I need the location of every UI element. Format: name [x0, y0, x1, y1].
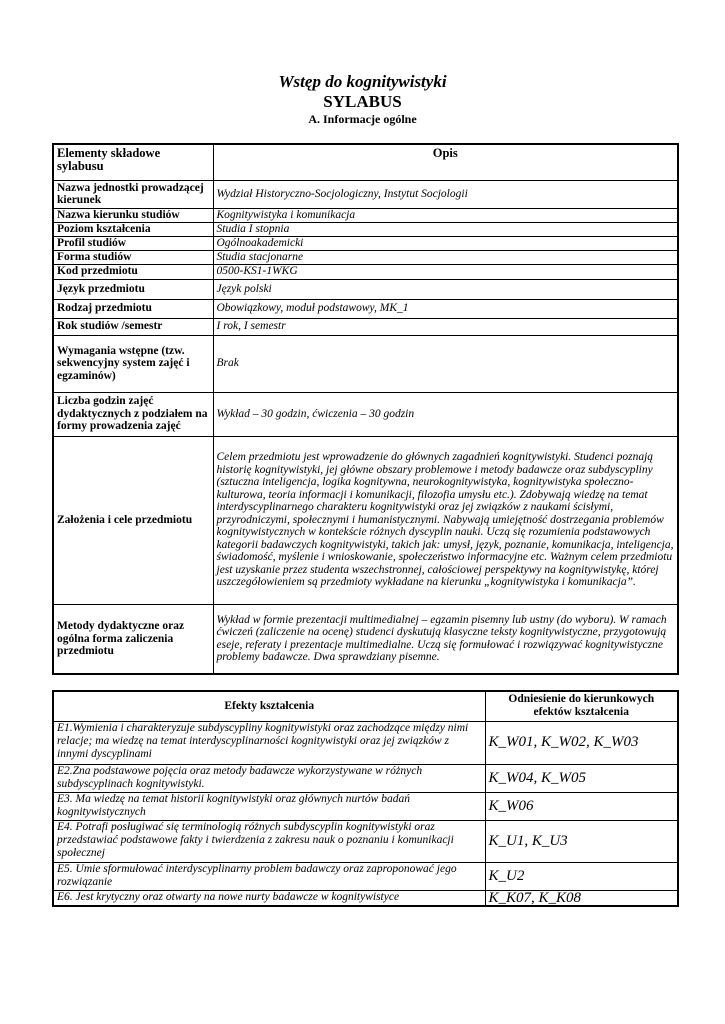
effect-references: K_U1, K_U3 — [485, 820, 678, 862]
table-header-row — [53, 144, 678, 180]
row-label: Wymagania wstępne (tzw. sekwencyjny system zajęć i egzaminów) — [53, 335, 213, 392]
row-label: Rodzaj przedmiotu — [53, 299, 213, 318]
row-value: Wykład – 30 godzin, ćwiczenia – 30 godzin — [213, 392, 678, 436]
column-header-references: Odniesienie do kierunkowych efektów kształcenia — [485, 691, 678, 721]
section-heading: A. Informacje ogólne — [308, 112, 417, 126]
effect-description: E2.Zna podstawowe pojęcia oraz metody badawcze wykorzystywane w różnych subdyscyplinach kognitywistyki. — [53, 764, 485, 792]
table-header-row — [53, 691, 678, 721]
effect-description: E3. Ma wiedzę na temat historii kognitywistyki oraz głównych nurtów badań kognitywistycznych — [53, 792, 485, 820]
table-row — [53, 208, 678, 222]
document-type: SYLABUS — [323, 92, 402, 111]
column-header-description: Opis — [213, 144, 678, 180]
row-label: Rok studiów /semestr — [53, 318, 213, 335]
table-row — [53, 222, 678, 236]
row-value: Brak — [213, 335, 678, 392]
table-row — [53, 862, 678, 890]
effect-references: K_W06 — [485, 792, 678, 820]
general-info-table — [52, 143, 679, 675]
row-value: 0500-KS1-1WKG — [213, 264, 678, 279]
row-value: Ogólnoakademicki — [213, 236, 678, 250]
table-row — [53, 890, 678, 906]
row-value: Język polski — [213, 279, 678, 299]
table-row — [53, 318, 678, 335]
effect-description: E5. Umie sformułować interdyscyplinarny problem badawczy oraz zaproponować jego rozwiązanie — [53, 862, 485, 890]
row-label: Liczba godzin zajęć dydaktycznych z podziałem na formy prowadzenia zajęć — [53, 392, 213, 436]
row-value: Kognitywistyka i komunikacja — [213, 208, 678, 222]
course-title: Wstęp do kognitywistyki — [278, 72, 447, 91]
table-row — [53, 792, 678, 820]
effect-references: K_U2 — [485, 862, 678, 890]
row-label: Metody dydaktyczne oraz ogólna forma zaliczenia przedmiotu — [53, 604, 213, 674]
learning-outcomes-table — [52, 690, 679, 907]
effect-references: K_K07, K_K08 — [485, 890, 678, 906]
row-value: Studia I stopnia — [213, 222, 678, 236]
table-row — [53, 180, 678, 208]
effect-references: K_W04, K_W05 — [485, 764, 678, 792]
table-row — [53, 764, 678, 792]
row-label: Forma studiów — [53, 250, 213, 264]
effect-description: E4. Potrafi posługiwać się terminologią różnych subdyscyplin kognitywistyki oraz przedstawiać podstawowe fakty i twierdzenia z zakresu nauk o poznaniu i komunikacji społecznej — [53, 820, 485, 862]
column-header-effects: Efekty kształcenia — [53, 691, 485, 721]
column-header-elements: Elementy składowe sylabusu — [53, 144, 213, 180]
row-label: Nazwa jednostki prowadzącej kierunek — [53, 180, 213, 208]
table-row — [53, 250, 678, 264]
table-row — [53, 392, 678, 436]
table-row — [53, 299, 678, 318]
effect-description: E1.Wymienia i charakteryzuje subdyscypliny kognitywistyki oraz zachodzące między nimi relacje; ma wiedzę na temat interdyscyplinarności kognitywistyki oraz jej związków z innymi dyscyplinami — [53, 721, 485, 764]
table-row — [53, 335, 678, 392]
row-value: Wydział Historyczno-Socjologiczny, Instytut Socjologii — [213, 180, 678, 208]
row-label: Nazwa kierunku studiów — [53, 208, 213, 222]
table-row — [53, 721, 678, 764]
table-row — [53, 604, 678, 674]
row-value: Wykład w formie prezentacji multimedialnej – egzamin pisemny lub ustny (do wyboru). W ramach ćwiczeń (zaliczenie na ocenę) studenci dyskutują klasyczne teksty kognitywistyczne, przygotowują eseje, referaty i prezentacje multimedialne. Uczą się formułować i rozwiązywać kognitywistyczne problemy badawcze. Dwa sprawdziany pisemne. — [213, 604, 678, 674]
table-row — [53, 436, 678, 604]
row-value: Studia stacjonarne — [213, 250, 678, 264]
table-row — [53, 279, 678, 299]
effect-description: E6. Jest krytyczny oraz otwarty na nowe nurty badawcze w kognitywistyce — [53, 890, 485, 906]
effect-references: K_W01, K_W02, K_W03 — [485, 721, 678, 764]
row-value: Obowiązkowy, moduł podstawowy, MK_1 — [213, 299, 678, 318]
row-label: Poziom kształcenia — [53, 222, 213, 236]
table-row — [53, 820, 678, 862]
row-value: I rok, I semestr — [213, 318, 678, 335]
row-value: Celem przedmiotu jest wprowadzenie do głównych zagadnień kognitywistyki. Studenci poznają historię kognitywistyki, jej główne obszary problemowe i metody badawcze oraz subdyscypliny (sztuczna inteligencja, logika kognitywna, neurokognitywistyka, kognitywistyka społeczno-kulturowa, teoria informacji i komunikacji, filozofia umysłu etc.). Zdobywają wiedzę na temat interdyscyplinarnego charakteru kognitywistyki oraz jej związków z naukami ścisłymi, przyrodniczymi, społecznymi i humanistycznymi. Nabywają umiejętność dostrzegania problemów kognitywistycznych w kontekście różnych dyscyplin nauki. Uczą się rozumienia podstawowych kategorii badawczych kognitywistyki, takich jak: umysł, język, poznanie, komunikacja, inteligencja, świadomość, myślenie i wnioskowanie, społeczeństwo informacyjne etc. Ważnym celem przedmiotu jest uzyskanie przez studenta wszechstronnej, całościowej perspektywy na kognitywistykę, której uszczegółowieniem są przedmioty wykładane na kierunku „kognitywistyka i komunikacja”. — [213, 436, 678, 604]
row-label: Język przedmiotu — [53, 279, 213, 299]
table-row — [53, 236, 678, 250]
row-label: Założenia i cele przedmiotu — [53, 436, 213, 604]
row-label: Kod przedmiotu — [53, 264, 213, 279]
row-label: Profil studiów — [53, 236, 213, 250]
table-row — [53, 264, 678, 279]
